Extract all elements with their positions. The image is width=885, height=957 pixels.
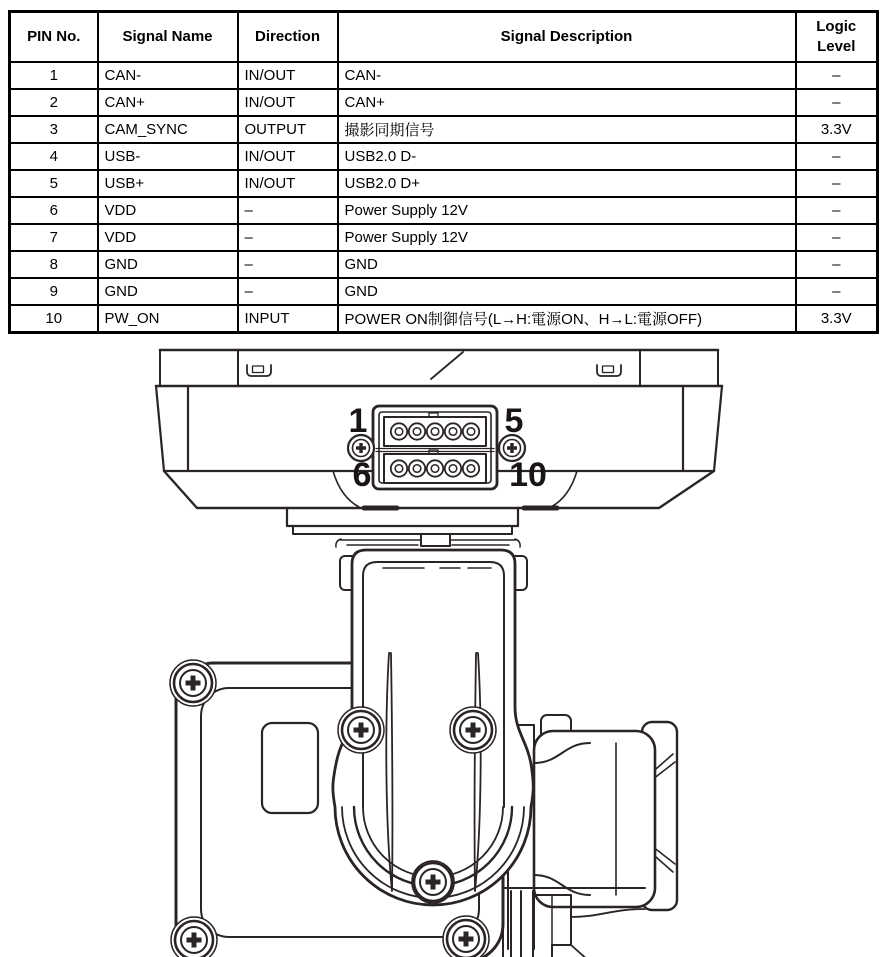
table-cell: USB2.0 D+ bbox=[338, 170, 796, 197]
table-cell: 4 bbox=[10, 143, 98, 170]
table-cell: 7 bbox=[10, 224, 98, 251]
table-cell: IN/OUT bbox=[238, 89, 338, 116]
table-cell: 10 bbox=[10, 305, 98, 333]
table-cell: 6 bbox=[10, 197, 98, 224]
table-row bbox=[10, 197, 878, 224]
lens-assembly bbox=[503, 715, 677, 957]
table-cell: – bbox=[238, 251, 338, 278]
table-cell: 8 bbox=[10, 251, 98, 278]
table-cell: USB- bbox=[98, 143, 238, 170]
pin-label-6: 6 bbox=[352, 456, 372, 494]
table-cell: 3.3V bbox=[796, 305, 878, 333]
col-header-signal-name: Signal Name bbox=[98, 12, 238, 63]
col-header-logic-level bbox=[796, 12, 878, 63]
table-cell: VDD bbox=[98, 197, 238, 224]
col-header-direction: Direction bbox=[238, 12, 338, 63]
table-cell: GND bbox=[338, 278, 796, 305]
table-cell: – bbox=[796, 197, 878, 224]
table-cell: IN/OUT bbox=[238, 143, 338, 170]
device-figure bbox=[0, 348, 885, 957]
gimbal-camera-drawing bbox=[0, 348, 885, 957]
hinge-screw-icon bbox=[414, 863, 452, 901]
table-body bbox=[10, 62, 878, 333]
body-screw-bottom-right-icon bbox=[447, 920, 485, 957]
table-cell: – bbox=[796, 251, 878, 278]
body-screw-bottom-left-icon bbox=[175, 921, 213, 957]
table-cell: – bbox=[238, 197, 338, 224]
table-cell: GND bbox=[98, 278, 238, 305]
table-cell: – bbox=[238, 278, 338, 305]
table-cell: CAM_SYNC bbox=[98, 116, 238, 143]
table-row bbox=[10, 116, 878, 143]
table-header-row bbox=[10, 12, 878, 63]
arm-screw-right-icon bbox=[454, 711, 492, 749]
panel-seam-line bbox=[431, 352, 463, 379]
pedestal bbox=[287, 508, 520, 547]
table-cell: VDD bbox=[98, 224, 238, 251]
table-row bbox=[10, 170, 878, 197]
table-cell: – bbox=[796, 89, 878, 116]
table-cell: GND bbox=[338, 251, 796, 278]
col-header-signal-description: Signal Description bbox=[338, 12, 796, 63]
table-cell: Power Supply 12V bbox=[338, 197, 796, 224]
table-cell: INPUT bbox=[238, 305, 338, 333]
table-row bbox=[10, 62, 878, 89]
table-row bbox=[10, 251, 878, 278]
table-row bbox=[10, 278, 878, 305]
table-cell: – bbox=[238, 224, 338, 251]
table-cell: 3 bbox=[10, 116, 98, 143]
pin-label-5: 5 bbox=[504, 402, 524, 440]
pin-assignment-table bbox=[8, 10, 879, 334]
arm-screw-left-icon bbox=[342, 711, 380, 749]
logic-header-line2: Level bbox=[817, 38, 856, 55]
logic-header-line1: Logic bbox=[816, 17, 857, 35]
table-cell: OUTPUT bbox=[238, 116, 338, 143]
lens-barrel bbox=[534, 731, 655, 907]
table-cell: – bbox=[796, 62, 878, 89]
table-cell: USB+ bbox=[98, 170, 238, 197]
table-cell: CAN+ bbox=[98, 89, 238, 116]
table-cell: – bbox=[796, 224, 878, 251]
table-cell: GND bbox=[98, 251, 238, 278]
table-cell: 1 bbox=[10, 62, 98, 89]
table-cell: PW_ON bbox=[98, 305, 238, 333]
table-cell: 撮影同期信号 bbox=[338, 116, 796, 143]
table-row bbox=[10, 224, 878, 251]
table-cell: USB2.0 D- bbox=[338, 143, 796, 170]
table-row bbox=[10, 143, 878, 170]
table-cell: – bbox=[796, 143, 878, 170]
col-header-pin-no: PIN No. bbox=[10, 12, 98, 63]
table-cell: – bbox=[796, 278, 878, 305]
table-cell: 3.3V bbox=[796, 116, 878, 143]
table-cell: IN/OUT bbox=[238, 170, 338, 197]
pin-label-1: 1 bbox=[348, 402, 368, 440]
table-cell: Power Supply 12V bbox=[338, 224, 796, 251]
body-screw-top-left-icon bbox=[174, 664, 212, 702]
table-cell: 5 bbox=[10, 170, 98, 197]
table-cell: POWER ON制御信号(L→H:電源ON、H→L:電源OFF) bbox=[338, 305, 796, 333]
table-row bbox=[10, 305, 878, 333]
table-cell: 2 bbox=[10, 89, 98, 116]
table-cell: CAN- bbox=[98, 62, 238, 89]
pin-label-10: 10 bbox=[509, 456, 547, 494]
table-row bbox=[10, 89, 878, 116]
table-cell: CAN- bbox=[338, 62, 796, 89]
table-cell: CAN+ bbox=[338, 89, 796, 116]
table-cell: – bbox=[796, 170, 878, 197]
table-cell: 9 bbox=[10, 278, 98, 305]
table-cell: IN/OUT bbox=[238, 62, 338, 89]
